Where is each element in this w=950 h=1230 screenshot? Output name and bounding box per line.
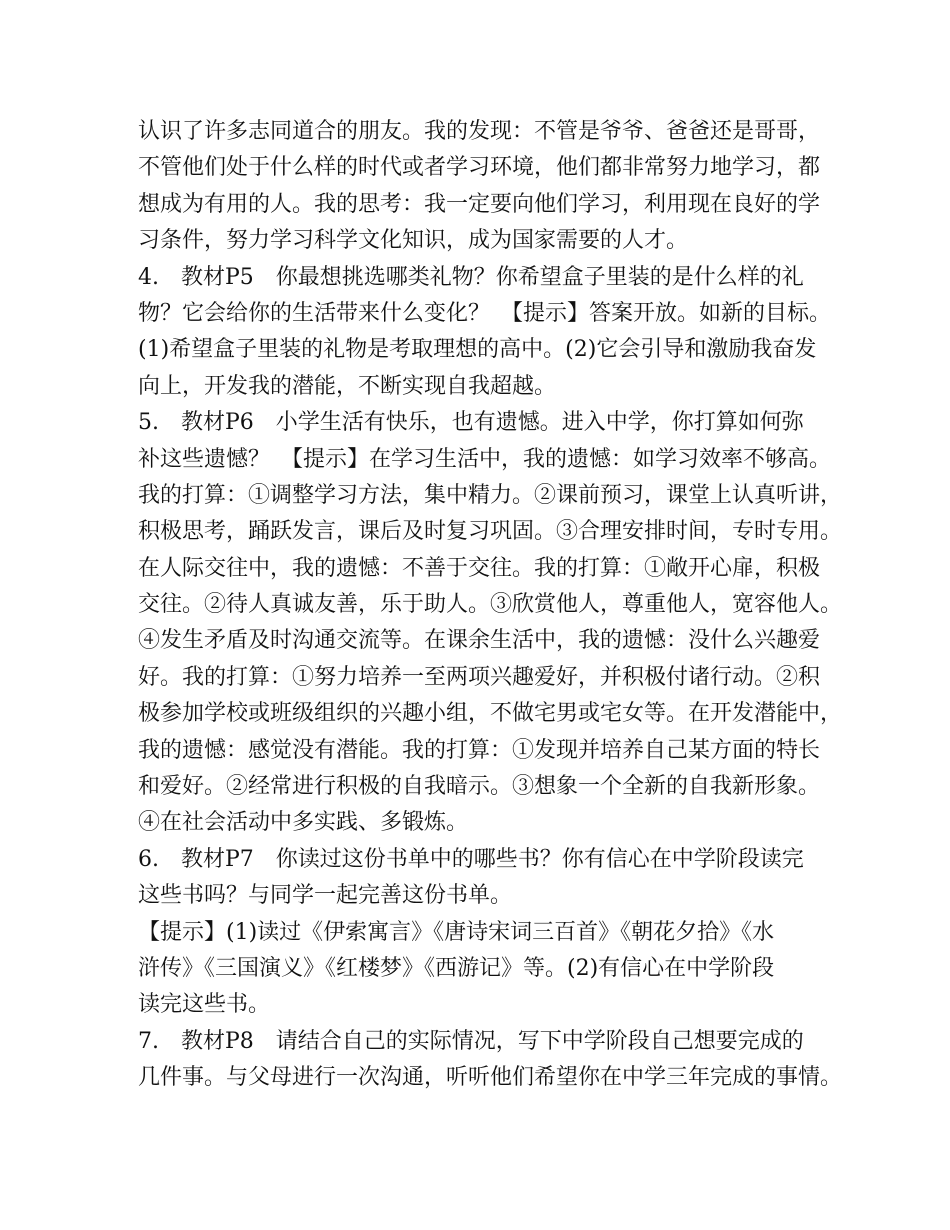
text-line: 不管他们处于什么样的时代或者学习环境，他们都非常努力地学习，都	[138, 155, 821, 181]
text-line: 读完这些书。	[138, 992, 271, 1018]
text-line: 我的遗憾：感觉没有潜能。我的打算：①发现并培养自己某方面的特长	[138, 737, 821, 763]
text-line: 想成为有用的人。我的思考：我一定要向他们学习，利用现在良好的学	[138, 191, 821, 217]
text-line: ④在社会活动中多实践、多锻炼。	[138, 810, 469, 836]
question-4-line: 4. 教材P5 你最想挑选哪类礼物？你希望盒子里装的是什么样的礼	[138, 264, 804, 290]
text-line: 几件事。与父母进行一次沟通，听听他们希望你在中学三年完成的事情。	[138, 1065, 843, 1091]
text-line: 极参加学校或班级组织的兴趣小组，不做宅男或宅女等。在开发潜能中，	[138, 701, 843, 727]
question-6-line: 6. 教材P7 你读过这份书单中的哪些书？你有信心在中学阶段读完	[138, 846, 804, 872]
text-line: 积极思考，踊跃发言，课后及时复习巩固。③合理安排时间，专时专用。	[138, 519, 843, 545]
text-line: ④发生矛盾及时沟通交流等。在课余生活中，我的遗憾：没什么兴趣爱	[138, 628, 821, 654]
text-line: 浒传》《三国演义》《红楼梦》《西游记》等。(2)有信心在中学阶段	[138, 955, 775, 981]
text-line: 习条件，努力学习科学文化知识，成为国家需要的人才。	[138, 228, 689, 254]
text-line: 物？它会给你的生活带来什么变化？ 【提示】答案开放。如新的目标。	[138, 300, 832, 326]
text-line: 这些书吗？与同学一起完善这份书单。	[138, 883, 513, 909]
hint-line: 【提示】(1)读过《伊索寓言》《唐诗宋词三百首》《朝花夕拾》《水	[138, 919, 775, 945]
question-5-line: 5. 教材P6 小学生活有快乐，也有遗憾。进入中学，你打算如何弥	[138, 410, 804, 436]
text-line: (1)希望盒子里装的礼物是考取理想的高中。(2)它会引导和激励我奋发	[138, 337, 817, 363]
text-line: 我的打算：①调整学习方法，集中精力。②课前预习，课堂上认真听讲，	[138, 482, 843, 508]
text-line: 向上，开发我的潜能，不断实现自我超越。	[138, 373, 557, 399]
question-7-line: 7. 教材P8 请结合自己的实际情况，写下中学阶段自己想要完成的	[138, 1028, 804, 1054]
text-line: 在人际交往中，我的遗憾：不善于交往。我的打算：①敞开心扉，积极	[138, 555, 821, 581]
text-line: 好。我的打算：①努力培养一至两项兴趣爱好，并积极付诸行动。②积	[138, 664, 821, 690]
text-line: 和爱好。②经常进行积极的自我暗示。③想象一个全新的自我新形象。	[138, 774, 821, 800]
text-line: 补这些遗憾？ 【提示】在学习生活中，我的遗憾：如学习效率不够高。	[138, 446, 832, 472]
text-line: 认识了许多志同道合的朋友。我的发现：不管是爷爷、爸爸还是哥哥，	[138, 119, 821, 144]
document-body	[138, 114, 843, 1097]
text-line: 交往。②待人真诚友善，乐于助人。③欣赏他人，尊重他人，宽容他人。	[138, 592, 843, 618]
